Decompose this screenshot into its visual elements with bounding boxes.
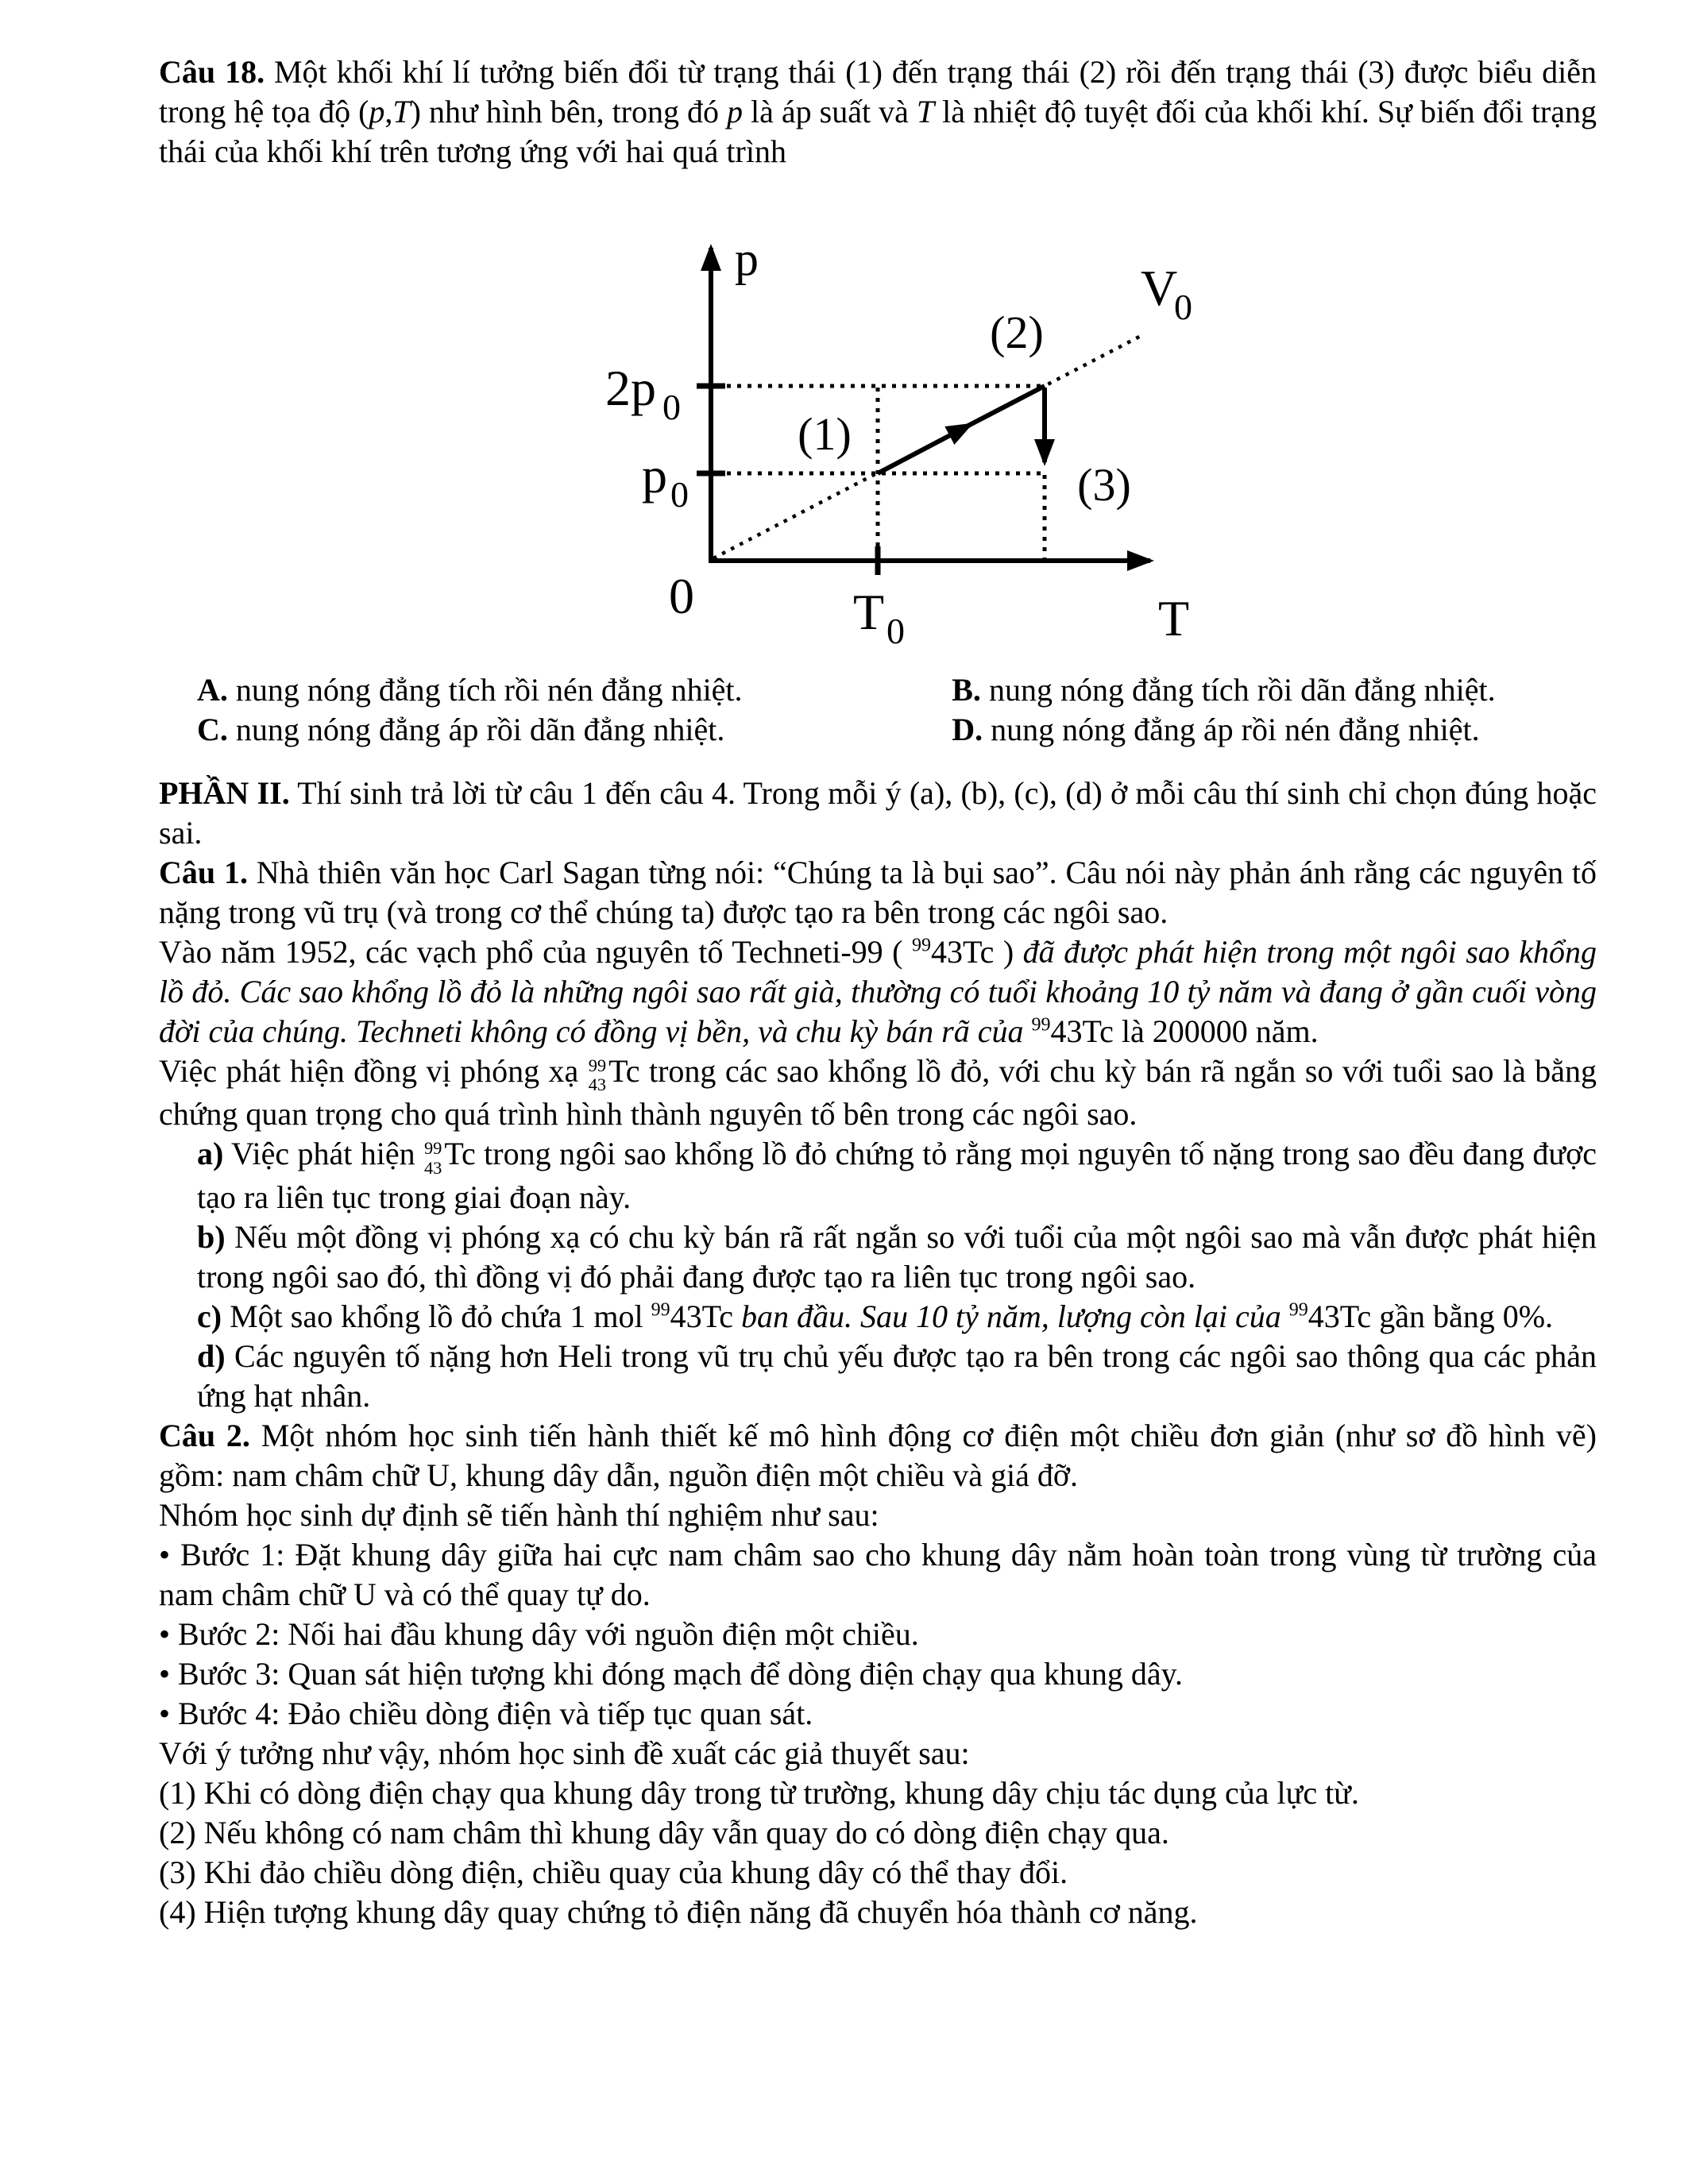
process-1-2-line [964, 386, 1045, 428]
q1-item-a: a) Việc phát hiện 99 43 Tc trong ngôi sao khổng lồ đỏ chứng tỏ rằng mọi nguyên tố nặng trong sao đều đang được tạo ra liên tục trong giai đoạn này. [197, 1136, 1597, 1215]
q1-item-d: d) Các nguyên tố nặng hơn Heli trong vũ trụ chủ yếu được tạo ra bên trong các ngôi sao thông qua các phản ứng hạt nhân. [197, 1337, 1597, 1414]
origin-label: 0 [669, 568, 694, 624]
tick-p0-label: p [642, 447, 667, 504]
pt-diagram-svg [532, 179, 1231, 666]
q2-hypothesis-1: (1) Khi có dòng điện chạy qua khung dây trong từ trường, khung dây chịu tác dụng của lực từ. [159, 1774, 1359, 1811]
q18-options [159, 670, 1597, 750]
tick-2p0-label: 2p [605, 360, 656, 416]
t-axis-label: T [1158, 590, 1190, 646]
isochore-label: V [1141, 260, 1178, 316]
option-d: D. nung nóng đẳng áp rồi nén đẳng nhiệt. [952, 712, 1480, 747]
q2-paragraph-1: Câu 2. Một nhóm học sinh tiến hành thiết kế mô hình động cơ điện một chiều đơn giản (như sơ đồ hình vẽ) gồm: nam châm chữ U, khung dây dẫn, nguồn điện một chiều và giá đỡ. [159, 1417, 1597, 1493]
q1-item-b: b) Nếu một đồng vị phóng xạ có chu kỳ bán rã rất ngắn so với tuổi của một ngôi sao mà vẫn được phát hiện trong ngôi sao đó, thì đồng vị đó phải đang được tạo ra liên tục trong ngôi sao. [197, 1218, 1597, 1295]
q1-paragraph-3: Việc phát hiện đồng vị phóng xạ 99 43 Tc trong các sao khổng lồ đỏ, với chu kỳ bán rã ngắn so với tuổi sao là bằng chứng quan trọng cho quá trình hình thành nguyên tố bên trong các ngôi sao. [159, 1053, 1597, 1133]
q2-step-3: • Bước 3: Quan sát hiện tượng khi đóng mạch để dòng điện chạy qua khung dây. [159, 1655, 1184, 1692]
option-c: C. nung nóng đẳng áp rồi dãn đẳng nhiệt. [197, 712, 725, 747]
q2-hypothesis-3: (3) Khi đảo chiều dòng điện, chiều quay của khung dây có thể thay đổi. [159, 1854, 1068, 1890]
state3-label: (3) [1077, 459, 1131, 511]
q2-hypothesis-2: (2) Nếu không có nam châm thì khung dây vẫn quay do có dòng điện chạy qua. [159, 1814, 1169, 1850]
tick-2p0-sub: 0 [662, 387, 681, 427]
q18-text: Câu 18. Một khối khí lí tưởng biến đổi từ trạng thái (1) đến trạng thái (2) rồi đến trạng thái (3) được biểu diễn trong hệ tọa độ (p,T) như hình bên, trong đó p là áp suất và T là nhiệt độ tuyệt đối của khối khí. Sự biến đổi trạng thái của khối khí trên tương ứng với hai quá trình [159, 54, 1597, 169]
tick-T0-label: T [853, 584, 885, 640]
option-a: A. nung nóng đẳng tích rồi nén đẳng nhiệt. [197, 672, 743, 708]
state2-label: (2) [990, 307, 1044, 358]
pt-diagram [159, 179, 1597, 666]
q2-step-1: • Bước 1: Đặt khung dây giữa hai cực nam châm sao cho khung dây nằm hoàn toàn trong vùng từ trường của nam châm chữ U và có thể quay tự do. [159, 1536, 1597, 1612]
q1-paragraph-1: Câu 1. Nhà thiên văn học Carl Sagan từng nói: “Chúng ta là bụi sao”. Câu nói này phản ánh rằng các nguyên tố nặng trong vũ trụ (và trong cơ thể chúng ta) được tạo ra bên trong các ngôi sao. [159, 855, 1597, 930]
q1-item-c: c) Một sao khổng lồ đỏ chứa 1 mol $^{99}$43Tc ban đầu. Sau 10 tỷ năm, lượng còn lại của $^{99}$43Tc gần bằng 0%. [197, 1298, 1554, 1334]
q2-hypotheses-intro: Với ý tưởng như vậy, nhóm học sinh đề xuất các giả thuyết sau: [159, 1734, 970, 1771]
tick-T0-sub: 0 [886, 611, 905, 651]
state1-label: (1) [798, 408, 852, 460]
q2-step-4: • Bước 4: Đảo chiều dòng điện và tiếp tục quan sát. [159, 1695, 813, 1731]
p-axis-label: p [735, 233, 759, 285]
q2-step-2: • Bước 2: Nối hai đầu khung dây với nguồn điện một chiều. [159, 1615, 919, 1652]
option-b: B. nung nóng đẳng tích rồi dãn đẳng nhiệt. [952, 672, 1496, 708]
process-1-2-arrow [878, 425, 970, 473]
q2-hypothesis-4: (4) Hiện tượng khung dây quay chứng tỏ điện năng đã chuyển hóa thành cơ năng. [159, 1893, 1198, 1930]
q2-experiment-intro: Nhóm học sinh dự định sẽ tiến hành thí nghiệm như sau: [159, 1496, 879, 1533]
tick-p0-sub: 0 [670, 474, 689, 515]
q1-paragraph-2: Vào năm 1952, các vạch phổ của nguyên tố Techneti-99 ( $^{99}$43Tc ) đã được phát hiện trong một ngôi sao khổng lồ đỏ. Các sao khổng lồ đỏ là những ngôi sao rất già, thường có tuổi khoảng 10 tỷ năm và đang ở gần cuối vòng đời của chúng. Techneti không có đồng vị bền, và chu kỳ bán rã của $^{99}$43Tc là 200000 năm. [159, 934, 1597, 1049]
isochore-sub: 0 [1174, 287, 1192, 327]
part2-intro: PHẦN II. Thí sinh trả lời từ câu 1 đến câu 4. Trong mỗi ý (a), (b), (c), (d) ở mỗi câu thí sinh chỉ chọn đúng hoặc sai. [159, 775, 1597, 851]
